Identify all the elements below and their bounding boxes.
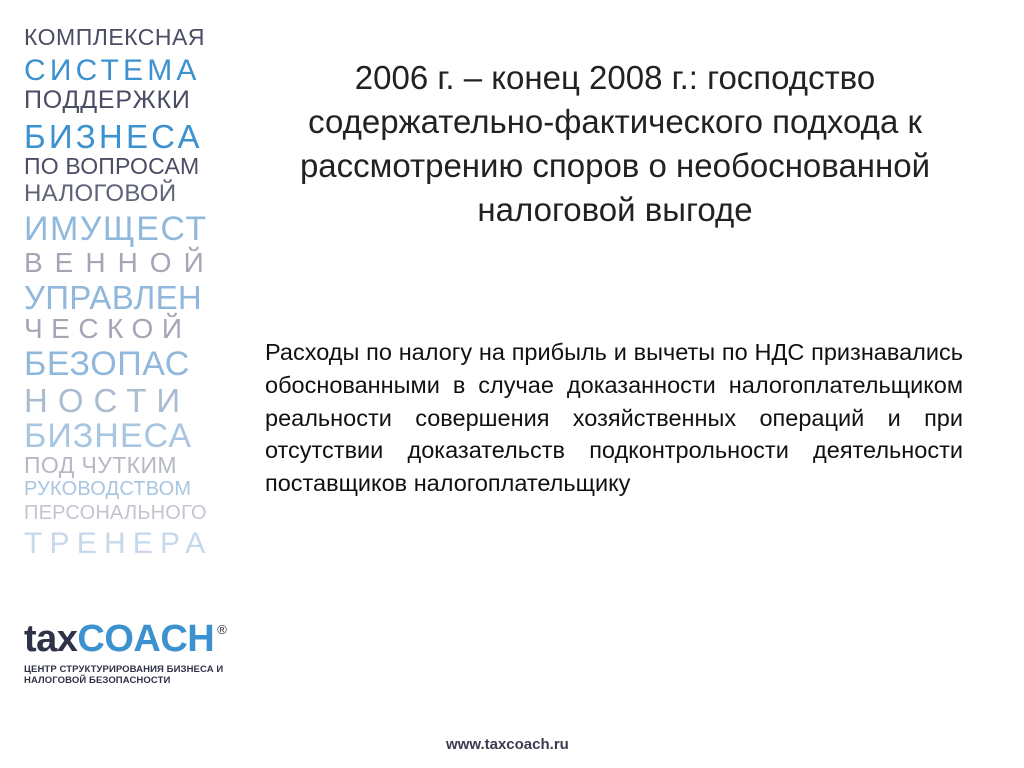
logo-subtitle-line: ЦЕНТР СТРУКТУРИРОВАНИЯ БИЗНЕСА И <box>24 664 224 675</box>
logo-subtitle <box>24 664 234 687</box>
sidebar-word: РУКОВОДСТВОМ <box>24 478 192 500</box>
logo-text-tax: tax <box>24 618 78 660</box>
sidebar-word: ИМУЩЕСТ <box>24 210 208 248</box>
sidebar-word: БЕЗОПАС <box>24 345 190 383</box>
taxcoach-logo <box>24 620 234 687</box>
sidebar-word: ПОД ЧУТКИМ <box>24 452 177 478</box>
registered-mark: ® <box>217 622 227 637</box>
logo-wordmark <box>24 620 234 658</box>
sidebar-word: КОМПЛЕКСНАЯ <box>24 24 205 50</box>
sidebar-word: ТРЕНЕРА <box>24 527 213 560</box>
sidebar-word: БИЗНЕСА <box>24 417 193 455</box>
sidebar-word: ПЕРСОНАЛЬНОГО <box>24 502 207 524</box>
sidebar-word: УПРАВЛЕН <box>24 279 203 316</box>
website-url[interactable]: www.taxcoach.ru <box>446 736 569 753</box>
logo-text-coach: COACH <box>77 618 215 660</box>
sidebar-word: СИСТЕМА <box>24 54 201 87</box>
sidebar-tagline <box>24 24 216 561</box>
sidebar-word: НАЛОГОВОЙ <box>24 180 177 207</box>
sidebar-word: ЧЕСКОЙ <box>24 313 191 344</box>
slide-body-text: Расходы по налогу на прибыль и вычеты по НДС признавались обоснованными в случае доказанности налогоплательщиком реальности совершения хозяйственных операций и при отсутствии доказательств подконтрольности деятельности поставщиков налогоплательщику <box>265 339 963 497</box>
sidebar-word: НОСТИ <box>24 382 191 419</box>
sidebar-word: ПОДДЕРЖКИ <box>24 86 191 114</box>
sidebar-word: БИЗНЕСА <box>24 118 203 155</box>
slide-title: 2006 г. – конец 2008 г.: господство содержательно-фактического подхода к рассмотрению споров о необоснованной налоговой выгоде <box>299 59 931 228</box>
sidebar-word: ПО ВОПРОСАМ <box>24 153 200 179</box>
logo-subtitle-line: НАЛОГОВОЙ БЕЗОПАСНОСТИ <box>24 675 171 687</box>
sidebar-word: ВЕННОЙ <box>24 247 216 278</box>
